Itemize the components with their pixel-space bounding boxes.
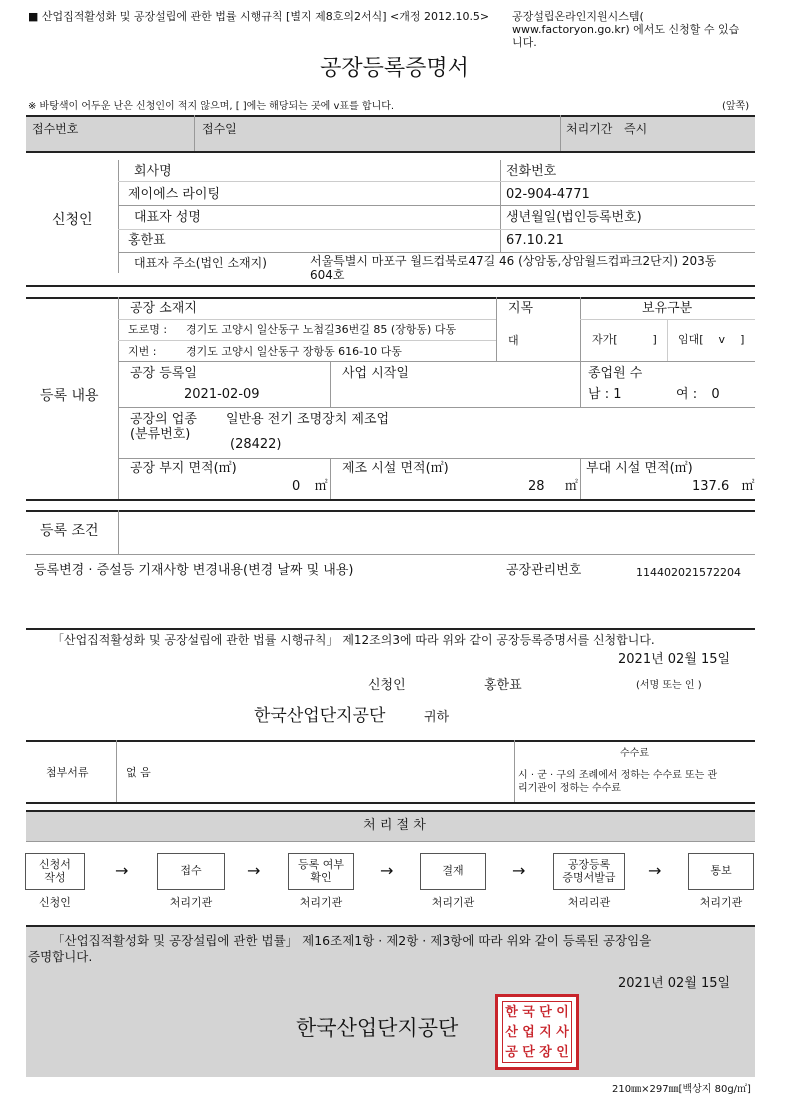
representative-value: 홍한표 [128,233,166,248]
attachments-label: 첨부서류 [46,766,89,779]
paper-spec: 210㎜×297㎜[백상지 80g/㎡] [612,1084,751,1095]
processing-period-label: 처리기간 [566,122,613,136]
online-notice-line2: www.factoryon.go.kr) 에서도 신청할 수 있습 [512,23,740,36]
auxiliary-area-value: 137.6 ㎡ [692,479,755,494]
applicant-section-label: 신청인 [52,212,93,228]
road-address-label: 도로명 : [128,323,168,336]
management-number-label: 공장관리번호 [506,563,582,578]
request-statement: 「산업집적활성화 및 공장설립에 관한 법률 시행규칙」 제12조의3에 따라 위와 같이 공장등록증명서를 신청합니다. [52,633,655,647]
industry-value: 일반용 전기 조명장치 제조업 [226,412,390,427]
phone-value: 02-904-4771 [506,187,590,202]
form-basis: ■ 산업집적활성화 및 공장설립에 관한 법률 시행규칙 [별지 제8호의2서식] <개정 2012.10.5> [28,10,490,23]
addressee-honorific: 귀하 [424,710,450,725]
arrow-right-icon: → [512,861,526,880]
certification-line1: 「산업집적활성화 및 공장설립에 관한 법률」 제16조제1항 · 제2항 · 제3항에 따라 위와 같이 등록된 공장임을 [52,933,652,948]
step-actor: 신청인 [39,896,71,909]
step-actor: 처리기관 [431,896,475,909]
square-bullet-icon: ■ [28,10,39,23]
certification-date: 2021년 02월 15일 [618,976,731,991]
online-notice-line1: 공장설립온라인지원시스템( [512,10,644,23]
manufacturing-area-value: 28 ㎡ [528,479,578,494]
request-applicant-name: 홍한표 [484,678,522,693]
land-category-label: 지목 [508,301,534,316]
representative-label: 대표자 성명 [134,210,201,225]
birth-date-value: 67.10.21 [506,233,564,248]
signature-label: (서명 또는 인 ) [636,680,702,691]
industry-label: 공장의 업종 [130,412,197,427]
fee-description-line1: 시 · 군 · 구의 조례에서 정하는 수수료 또는 관 [518,770,718,781]
step-actor: 처리리관 [567,896,611,909]
attachments-value: 없 음 [126,766,151,779]
company-name-label: 회사명 [134,164,172,179]
lot-address-label: 지번 : [128,345,157,358]
page-title: 공장등록증명서 [320,56,469,81]
company-name-value: 제이에스 라이팅 [128,187,221,202]
certification-line2: 증명합니다. [28,949,93,964]
receipt-number-label: 접수번호 [32,122,79,136]
procedure-step-receive: 접수 [157,853,225,890]
arrow-right-icon: → [115,861,129,880]
addressee: 한국산업단지공단 [254,706,386,726]
request-applicant-label: 신청인 [368,678,406,693]
step-actor: 처리기관 [699,896,743,909]
arrow-right-icon: → [380,861,394,880]
page-side: (앞쪽) [722,101,750,112]
employees-female: 여 : 0 [676,387,720,402]
step-actor: 처리기관 [299,896,343,909]
lot-address-value: 경기도 고양시 일산동구 장항동 616-10 다동 [186,345,402,358]
registration-date-label: 공장 등록일 [130,366,197,381]
procedure-step-write: 신청서 작성 [25,853,85,890]
online-notice-line3: 니다. [512,36,537,49]
procedure-step-verify: 등록 여부 확인 [288,853,354,890]
fee-label: 수수료 [620,748,649,759]
employees-label: 종업원 수 [588,366,643,381]
site-area-label: 공장 부지 면적(㎡) [130,461,237,476]
request-date: 2021년 02월 15일 [618,652,731,667]
phone-label: 전화번호 [506,164,557,179]
auxiliary-area-label: 부대 시설 면적(㎡) [586,461,693,476]
ownership-own-option: 자가[ ] [592,333,657,346]
manufacturing-area-label: 제조 시설 면적(㎡) [342,461,449,476]
employees-male: 남 : 1 [588,387,622,402]
road-address-value: 경기도 고양시 일산동구 노첨길36번길 85 (장항동) 다동 [186,323,457,336]
industry-code-label: (분류번호) [130,427,191,442]
ownership-lease-option: 임대[ v ] [678,333,745,346]
registration-date-value: 2021-02-09 [184,387,260,402]
factory-location-label: 공장 소재지 [130,301,197,316]
arrow-right-icon: → [648,861,662,880]
industry-code-value: (28422) [230,437,282,452]
processing-period-value: 즉시 [624,122,648,136]
arrow-right-icon: → [247,861,261,880]
procedure-step-approve: 결재 [420,853,486,890]
lease-check-mark: v [718,333,726,346]
land-category-value: 대 [508,334,519,347]
changes-label: 등록변경 · 증설등 기재사항 변경내용(변경 날짜 및 내용) [34,563,354,578]
issuer-name: 한국산업단지공단 [296,1016,459,1040]
step-actor: 처리기관 [169,896,213,909]
conditions-label: 등록 조건 [40,523,99,539]
birth-date-label: 생년월일(법인등록번호) [506,210,642,225]
ownership-label: 보유구분 [642,301,693,316]
business-start-label: 사업 시작일 [342,366,409,381]
address-label: 대표자 주소(법인 소재지) [134,256,267,270]
form-notice: ※ 바탕색이 어두운 난은 신청인이 적지 않으며, [ ]에는 해당되는 곳에 v표를 합니다. [28,101,395,112]
site-area-value: 0 ㎡ [292,479,328,494]
procedure-step-issue: 공장등록 증명서발급 [553,853,625,890]
address-line1: 서울특별시 마포구 월드컵북로47길 46 (상암동,상암월드컵파크2단지) 203동 [310,254,717,268]
registration-section-label: 등록 내용 [40,388,99,404]
procedure-title: 처 리 절 차 [363,818,426,833]
procedure-step-notify: 통보 [688,853,754,890]
receipt-date-label: 접수일 [202,122,237,136]
management-number-value: 114402021572204 [636,566,741,579]
fee-description-line2: 리기관이 정하는 수수료 [518,783,621,794]
official-seal-icon: 한 국 단 이 산 업 지 사 공 단 장 인 [495,994,579,1070]
address-line2: 604호 [310,268,345,282]
